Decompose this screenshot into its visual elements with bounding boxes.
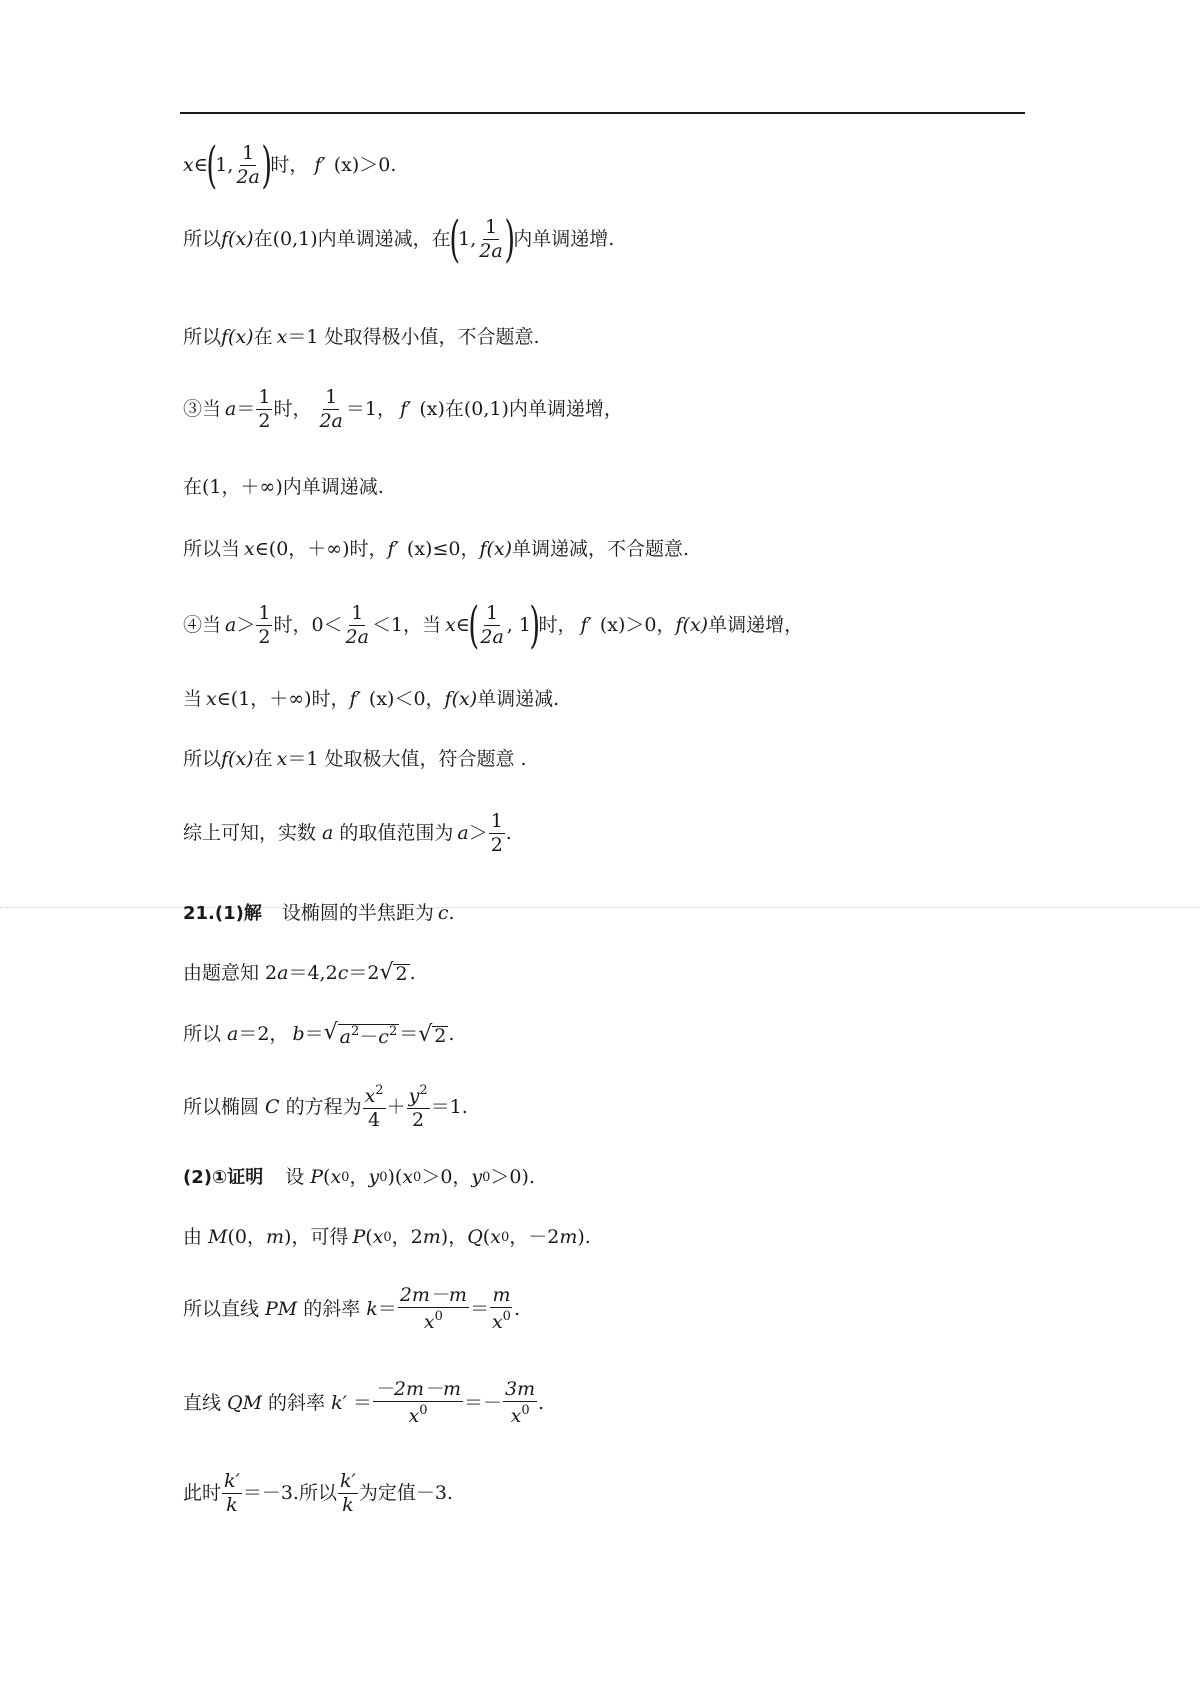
text-span: ＝ bbox=[469, 1297, 489, 1320]
text-span: ＞0， bbox=[421, 1166, 472, 1188]
text-span: 在(1，＋∞)内单调递减. bbox=[183, 476, 384, 498]
text-span: (x)＜0， bbox=[368, 688, 445, 710]
fraction bbox=[503, 1380, 537, 1426]
superscript: 2 bbox=[388, 1024, 398, 1039]
text-span: x bbox=[276, 326, 288, 348]
denominator bbox=[509, 1402, 532, 1426]
subscript: 0 bbox=[482, 1170, 491, 1185]
text-span: x bbox=[510, 1405, 522, 1427]
text-span: f′ bbox=[314, 153, 326, 176]
text-span: 所以 bbox=[183, 748, 222, 770]
text-span: )，可得 bbox=[284, 1226, 349, 1248]
text-span: x bbox=[423, 1311, 435, 1333]
text-span: 1, bbox=[215, 153, 234, 176]
text-span: ＝1， bbox=[345, 398, 396, 420]
text-span: c bbox=[337, 961, 349, 984]
text-span: 2a bbox=[480, 625, 504, 648]
text-span: ，2 bbox=[391, 1226, 423, 1248]
text-span: M bbox=[208, 1226, 228, 1248]
text-span: m bbox=[559, 1226, 578, 1248]
text-span: y bbox=[471, 1166, 483, 1188]
numerator: m bbox=[492, 1284, 511, 1306]
text-span: ＞ bbox=[468, 822, 488, 844]
text-span: x bbox=[445, 613, 456, 636]
superscript: 0 bbox=[434, 1309, 443, 1324]
square-root bbox=[418, 1021, 448, 1047]
superscript: 2 bbox=[419, 1083, 428, 1098]
text-span: 2a bbox=[345, 625, 369, 648]
numerator: k′ bbox=[339, 1470, 356, 1492]
superscript: 0 bbox=[419, 1403, 428, 1418]
denominator bbox=[477, 240, 504, 261]
text-span: . bbox=[505, 822, 512, 844]
paren-left: ( bbox=[449, 210, 460, 268]
text-span: 所以当 bbox=[183, 538, 241, 560]
text-span: ＞0). bbox=[490, 1166, 535, 1188]
fraction bbox=[338, 1472, 358, 1515]
superscript: 2 bbox=[350, 1024, 360, 1039]
radicand: 2 bbox=[434, 1024, 447, 1047]
text-span: c bbox=[437, 902, 449, 924]
problem-heading: (2)①证明 bbox=[183, 1166, 264, 1188]
fraction bbox=[477, 215, 504, 262]
text-span: f(x) bbox=[221, 227, 254, 250]
text-span: 直线 bbox=[183, 1391, 222, 1414]
text-span: 为定值－3. bbox=[358, 1482, 453, 1504]
text-span: (x)＞0. bbox=[333, 153, 397, 176]
denominator bbox=[317, 410, 344, 431]
text-span: 单调递增， bbox=[708, 613, 804, 636]
numerator: 1 bbox=[258, 601, 271, 624]
text-span: 所以 bbox=[183, 227, 222, 250]
text-span: y bbox=[368, 1166, 380, 1188]
text-span: P bbox=[310, 1166, 324, 1188]
text-span: － bbox=[359, 1026, 379, 1048]
numerator: 2m－m bbox=[399, 1284, 467, 1306]
text-span: (x)在(0,1)内单调递增， bbox=[419, 398, 623, 420]
subscript: 0 bbox=[500, 1230, 510, 1245]
text-span: x bbox=[491, 1311, 503, 1333]
radicand: 2 bbox=[395, 963, 408, 985]
text-span: c bbox=[378, 1026, 389, 1048]
text-span: P bbox=[352, 1226, 366, 1248]
text-span: x bbox=[330, 1166, 342, 1188]
paren-right: ) bbox=[504, 210, 515, 268]
radical-sign: √ bbox=[379, 960, 394, 985]
numerator bbox=[363, 1084, 386, 1109]
denominator bbox=[344, 626, 371, 647]
text-span: (x)＞0， bbox=[599, 613, 676, 636]
text-span: f′ bbox=[387, 538, 399, 560]
denominator bbox=[234, 166, 261, 187]
text-span: . bbox=[513, 1297, 520, 1320]
fraction bbox=[490, 1286, 513, 1332]
text-span: 所以椭圆 bbox=[183, 1095, 260, 1118]
denominator bbox=[406, 1402, 429, 1426]
text-span: f′ bbox=[349, 688, 361, 710]
text-span: x bbox=[244, 538, 255, 560]
text-line bbox=[183, 328, 540, 347]
numerator: 3m bbox=[505, 1378, 536, 1400]
text-line bbox=[183, 596, 804, 654]
denominator: 2 bbox=[258, 410, 271, 432]
paren-right: ) bbox=[261, 136, 272, 194]
fraction bbox=[407, 1084, 430, 1130]
text-span: , 1 bbox=[506, 613, 531, 636]
header-rule bbox=[180, 112, 1025, 114]
text-span: 在 bbox=[253, 326, 273, 348]
text-line bbox=[183, 478, 384, 497]
problem-heading: 21.(1)解 bbox=[183, 902, 262, 924]
fraction bbox=[317, 388, 344, 431]
text-span: 设 bbox=[285, 1166, 305, 1188]
text-span: x bbox=[490, 1226, 501, 1248]
text-span: 在 bbox=[253, 748, 273, 770]
fraction bbox=[234, 141, 261, 188]
text-span: ( bbox=[365, 1226, 373, 1248]
text-span: 单调递减. bbox=[477, 688, 560, 710]
text-line bbox=[183, 1022, 454, 1047]
paren-left: ( bbox=[206, 136, 217, 194]
text-span: . bbox=[538, 1391, 545, 1414]
fraction bbox=[373, 1380, 463, 1426]
text-span: 时， bbox=[270, 153, 309, 176]
text-line bbox=[183, 812, 512, 855]
text-span: C bbox=[265, 1095, 280, 1118]
fraction bbox=[222, 1472, 242, 1515]
text-span: ＝ bbox=[352, 1391, 372, 1414]
text-span: 1, bbox=[458, 227, 477, 250]
text-span: f(x) bbox=[479, 538, 513, 560]
text-span: a bbox=[277, 961, 289, 984]
text-line bbox=[183, 388, 623, 431]
text-span: f′ bbox=[580, 613, 592, 636]
text-line bbox=[183, 904, 455, 923]
text-span: k′ bbox=[331, 1391, 347, 1414]
text-span: x bbox=[408, 1405, 420, 1427]
text-span: x bbox=[276, 748, 288, 770]
text-span: ＝ bbox=[399, 1023, 419, 1045]
subscript: 0 bbox=[379, 1170, 388, 1185]
text-line bbox=[183, 210, 615, 268]
text-span: a bbox=[227, 1023, 239, 1045]
text-span: ③当 bbox=[183, 398, 222, 420]
text-span: k bbox=[366, 1297, 378, 1320]
denominator: 4 bbox=[368, 1109, 381, 1131]
radical-sign: √ bbox=[418, 1021, 433, 1047]
text-span: 设椭圆的半焦距为 bbox=[281, 902, 434, 924]
numerator: 1 bbox=[490, 810, 503, 832]
text-span: 时， bbox=[538, 613, 577, 636]
text-line bbox=[183, 1286, 520, 1332]
text-span: ). bbox=[577, 1226, 591, 1248]
text-span: 综上可知，实数 bbox=[183, 822, 317, 844]
text-span: x bbox=[402, 1166, 414, 1188]
subscript: 0 bbox=[383, 1230, 392, 1245]
text-span: ( bbox=[482, 1226, 491, 1248]
text-span: m bbox=[266, 1226, 285, 1248]
text-line bbox=[183, 1084, 468, 1130]
text-span: 所以直线 bbox=[183, 1297, 260, 1320]
text-span: ＝1. bbox=[430, 1095, 468, 1118]
text-span: ＞ bbox=[236, 613, 256, 636]
radicand bbox=[338, 1024, 400, 1047]
numerator: 1 bbox=[484, 215, 498, 238]
text-span: 内单调递增. bbox=[513, 227, 615, 250]
text-span: )， bbox=[440, 1226, 468, 1248]
text-line bbox=[183, 690, 559, 709]
text-span: a bbox=[225, 613, 237, 636]
superscript: 2 bbox=[375, 1083, 384, 1098]
text-span: 所以 bbox=[183, 326, 222, 348]
text-span: ＋ bbox=[386, 1095, 406, 1118]
superscript: 0 bbox=[521, 1403, 530, 1418]
text-span: ，－2 bbox=[509, 1226, 560, 1248]
text-span: ∈(0，＋∞)时， bbox=[254, 538, 388, 560]
numerator: k′ bbox=[224, 1470, 240, 1492]
text-span: 2a bbox=[479, 239, 503, 262]
text-span: 的斜率 bbox=[268, 1391, 326, 1414]
text-span: ＝1 处取极大值，符合题意 . bbox=[287, 748, 527, 770]
text-span: Q bbox=[467, 1226, 483, 1248]
denominator bbox=[422, 1308, 445, 1332]
numerator: 1 bbox=[242, 141, 255, 164]
numerator: 1 bbox=[351, 601, 364, 624]
subscript: 0 bbox=[341, 1170, 350, 1185]
denominator: 2 bbox=[412, 1109, 425, 1131]
text-span: a bbox=[339, 1026, 351, 1048]
text-span: ＝2 bbox=[348, 961, 380, 984]
text-span: )( bbox=[387, 1166, 403, 1188]
numerator: 1 bbox=[486, 601, 499, 624]
text-span: ＜1，当 bbox=[371, 613, 442, 636]
text-span: 当 bbox=[183, 688, 203, 710]
fraction bbox=[256, 388, 272, 431]
fraction bbox=[256, 601, 272, 648]
text-line bbox=[183, 1380, 544, 1426]
paren-right: ) bbox=[529, 596, 541, 654]
numerator: 1 bbox=[258, 386, 271, 408]
denominator: k bbox=[342, 1494, 354, 1516]
text-span: ( bbox=[323, 1166, 331, 1188]
text-span: ∈(1，＋∞)时， bbox=[216, 688, 350, 710]
numerator bbox=[407, 1084, 430, 1109]
text-span: ④当 bbox=[183, 613, 222, 636]
subscript: 0 bbox=[413, 1170, 422, 1185]
text-span: . bbox=[448, 1023, 455, 1045]
text-line bbox=[183, 1472, 453, 1515]
text-span: ∈ bbox=[455, 613, 470, 636]
text-line bbox=[183, 540, 689, 559]
text-span: a bbox=[225, 398, 237, 420]
denominator bbox=[478, 626, 505, 647]
text-span: y bbox=[408, 1085, 420, 1107]
text-span: 2a bbox=[319, 410, 343, 432]
denominator: 2 bbox=[490, 834, 503, 856]
text-span: 时，0＜ bbox=[273, 613, 343, 636]
text-span: ＝ bbox=[304, 1023, 324, 1045]
text-span: x bbox=[372, 1226, 384, 1248]
text-span: f′ bbox=[399, 398, 412, 420]
text-span: (x)≤0， bbox=[406, 538, 480, 560]
fraction bbox=[363, 1084, 386, 1130]
text-span: QM bbox=[227, 1391, 263, 1414]
page-break-divider bbox=[0, 907, 1200, 908]
text-span: f(x) bbox=[221, 748, 254, 770]
text-span: PM bbox=[265, 1297, 298, 1320]
text-span: 的方程为 bbox=[285, 1095, 362, 1118]
text-span: a bbox=[457, 822, 469, 844]
text-span: 时， bbox=[273, 398, 312, 420]
text-span: 单调递减，不合题意. bbox=[512, 538, 690, 560]
text-span: x bbox=[206, 688, 217, 710]
text-span: ＝1 处取得极小值，不合题意. bbox=[287, 326, 540, 348]
denominator: k bbox=[226, 1494, 238, 1516]
text-span: 此时 bbox=[183, 1482, 222, 1504]
text-span: ＝ bbox=[377, 1297, 397, 1320]
text-span: a bbox=[322, 822, 334, 844]
fraction bbox=[398, 1286, 469, 1332]
text-span: ＝－ bbox=[464, 1391, 503, 1414]
text-span: 的取值范围为 bbox=[339, 822, 454, 844]
text-span: ＝ bbox=[236, 398, 256, 420]
text-span: 在(0,1)内单调递减，在 bbox=[253, 227, 451, 250]
paren-left: ( bbox=[468, 596, 479, 654]
text-line bbox=[183, 1228, 591, 1247]
text-span: f(x) bbox=[444, 688, 478, 710]
square-root bbox=[379, 962, 409, 984]
text-span: 的斜率 bbox=[303, 1297, 361, 1320]
denominator bbox=[490, 1308, 513, 1332]
denominator: 2 bbox=[258, 625, 271, 648]
text-span: 由 bbox=[183, 1226, 203, 1248]
text-span: m bbox=[422, 1226, 441, 1248]
text-span: 由题意知 2 bbox=[183, 961, 278, 984]
text-span: ＝4,2 bbox=[288, 961, 338, 984]
text-span: x∈ bbox=[183, 153, 208, 176]
text-span: ＝2， bbox=[238, 1023, 289, 1045]
text-span: . bbox=[448, 902, 455, 924]
text-span: 2a bbox=[236, 165, 260, 188]
text-span: f(x) bbox=[675, 613, 709, 636]
text-span: f(x) bbox=[221, 326, 254, 348]
text-span: 所以 bbox=[183, 1023, 222, 1045]
square-root bbox=[324, 1022, 400, 1047]
text-line bbox=[183, 1168, 535, 1187]
text-span: x bbox=[364, 1085, 376, 1107]
fraction bbox=[489, 812, 505, 855]
text-span: ＝－3.所以 bbox=[242, 1482, 337, 1504]
text-span: ， bbox=[349, 1166, 369, 1188]
text-span: . bbox=[409, 961, 416, 984]
text-span: b bbox=[292, 1023, 305, 1045]
fraction bbox=[478, 601, 505, 648]
radical-sign: √ bbox=[323, 1020, 338, 1045]
fraction bbox=[344, 601, 371, 648]
numerator: －2m－m bbox=[374, 1378, 462, 1400]
numerator: 1 bbox=[325, 386, 338, 408]
text-line bbox=[183, 750, 527, 769]
text-span: (0， bbox=[227, 1226, 266, 1248]
text-line bbox=[183, 136, 397, 194]
text-line bbox=[183, 962, 416, 984]
superscript: 0 bbox=[502, 1309, 511, 1324]
